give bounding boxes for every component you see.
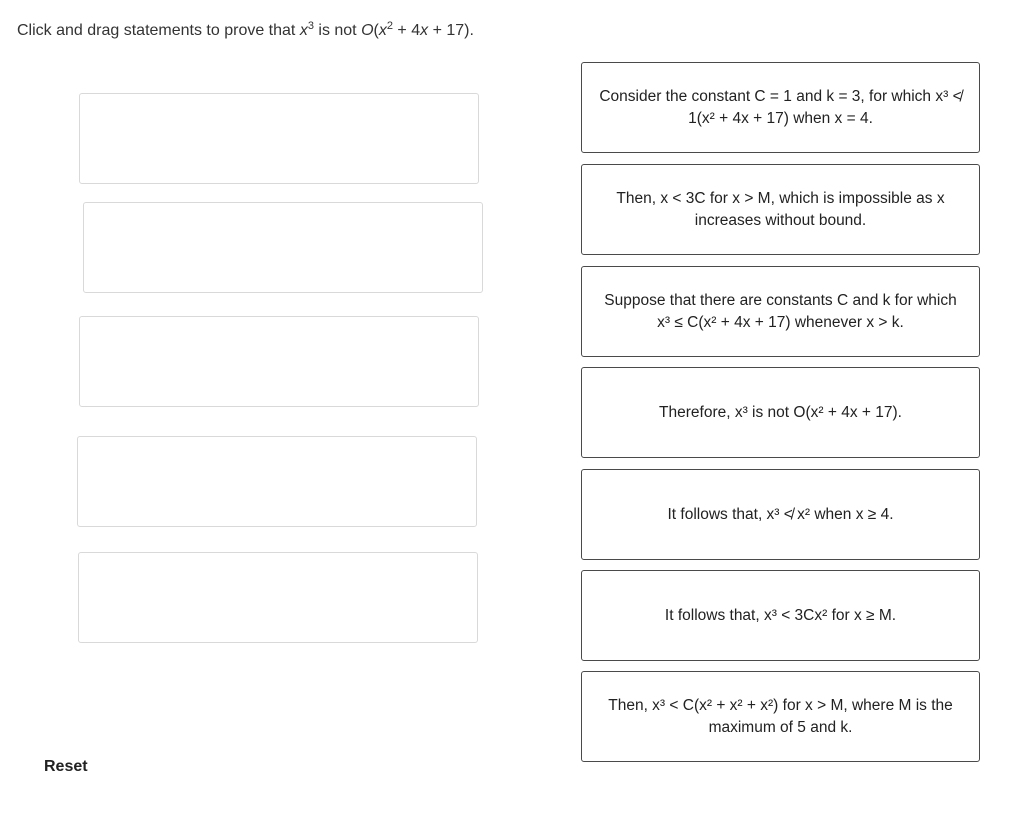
reset-button[interactable]: Reset <box>44 758 88 775</box>
drop-slot-5[interactable] <box>78 552 478 643</box>
statement-card-1[interactable] <box>581 62 980 153</box>
statement-text: It follows that, x³ ≮ x² when x ≥ 4. <box>667 505 894 523</box>
statement-text: Consider the constant C = 1 and k = 3, for which x³ ≮ 1(x² + 4x + 17) when x = 4. <box>599 87 962 127</box>
statement-card-5[interactable] <box>581 469 980 560</box>
statement-card-7[interactable] <box>581 671 980 762</box>
statement-text: Then, x < 3C for x > M, which is impossible as x increases without bound. <box>616 189 945 229</box>
statement-text: Therefore, x³ is not O(x² + 4x + 17). <box>659 403 902 421</box>
statement-card-4[interactable] <box>581 367 980 458</box>
statement-text: It follows that, x³ < 3Cx² for x ≥ M. <box>664 606 897 624</box>
statement-card-6[interactable] <box>581 570 980 661</box>
statement-text: Then, x³ < C(x² + x² + x²) for x > M, where M is the maximum of 5 and k. <box>608 696 953 736</box>
instruction-text: Click and drag statements to prove that $x^3$ is not $O(x^2 + 4x + 17)$. <box>17 20 474 39</box>
drop-slot-4[interactable] <box>77 436 477 527</box>
statement-card-2[interactable] <box>581 164 980 255</box>
drop-slot-2[interactable] <box>83 202 483 293</box>
drop-slot-1[interactable] <box>79 93 479 184</box>
drop-slot-3[interactable] <box>79 316 479 407</box>
statement-card-3[interactable] <box>581 266 980 357</box>
statement-text: Suppose that there are constants C and k for which x³ ≤ C(x² + 4x + 17) whenever x > k. <box>604 291 957 331</box>
